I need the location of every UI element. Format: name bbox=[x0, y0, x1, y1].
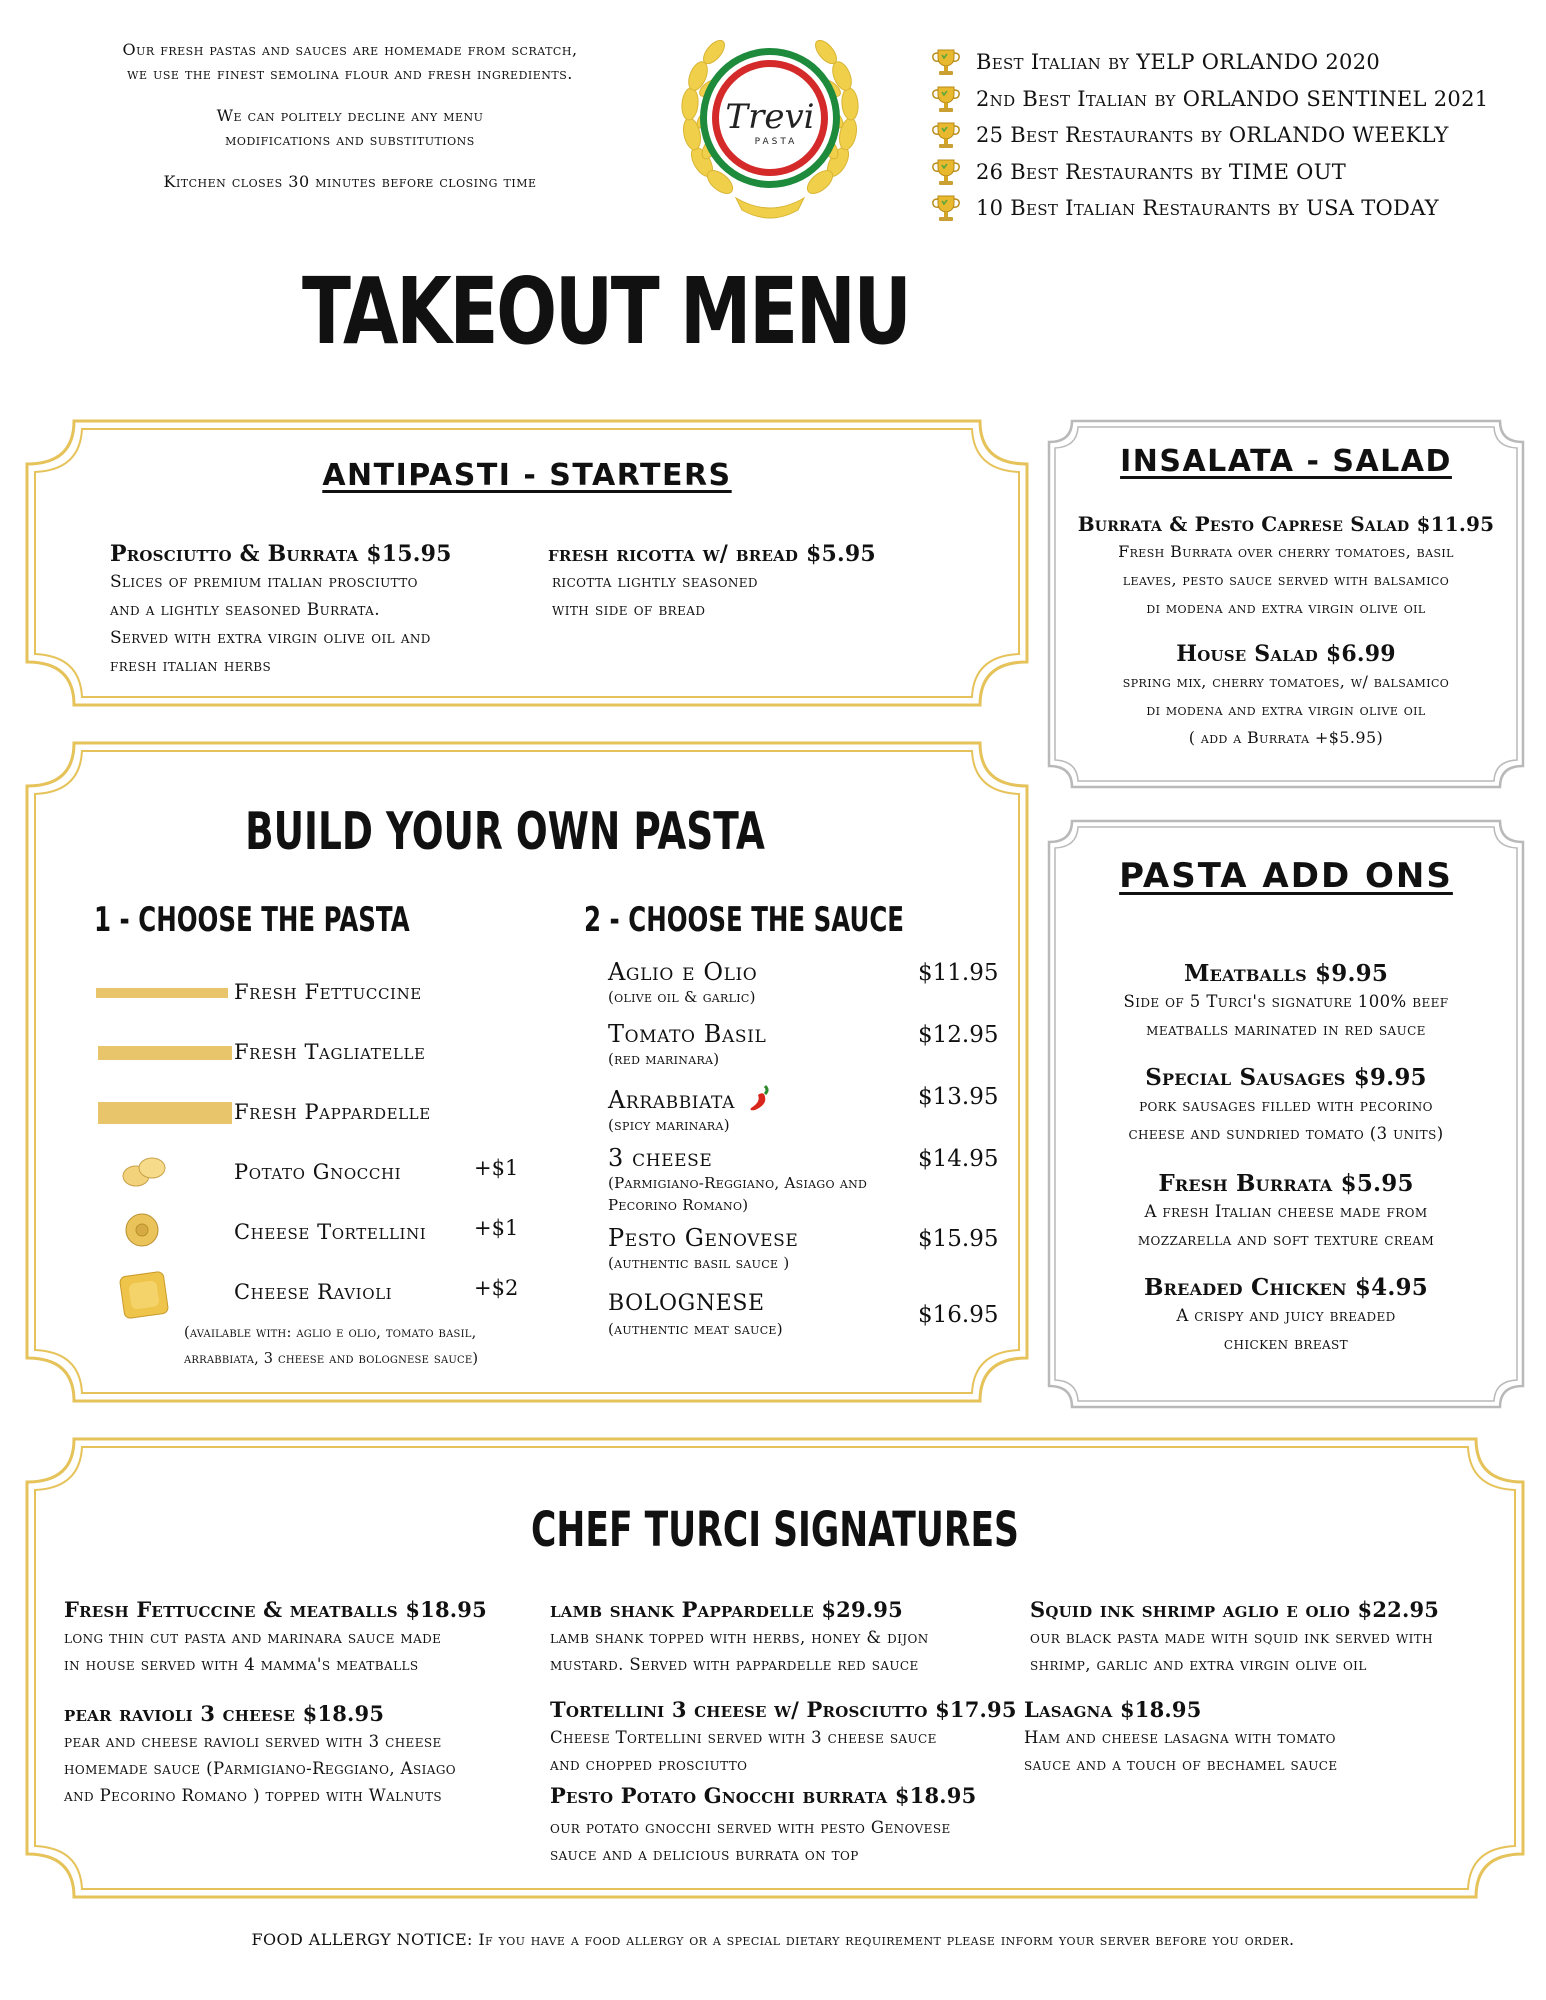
item-desc: mozzarella and soft texture cream bbox=[1137, 1230, 1435, 1249]
trophy-icon bbox=[930, 157, 962, 187]
award-text: Best Italian by YELP ORLANDO 2020 bbox=[976, 50, 1381, 75]
sauce-arrabbiata bbox=[608, 1082, 1008, 1136]
sauce-name: Aglio e Olio bbox=[608, 958, 758, 986]
item-desc: meatballs marinated in red sauce bbox=[1146, 1020, 1426, 1039]
item-name: pear ravioli 3 cheese $18.95 bbox=[64, 1701, 385, 1726]
antipasti-title: ANTIPASTI - STARTERS bbox=[322, 458, 732, 493]
pasta-name: Cheese Tortellini bbox=[234, 1220, 427, 1244]
sauce-price: $14.95 bbox=[918, 1146, 999, 1172]
signature-item bbox=[64, 1596, 534, 1678]
note-line: We can politely decline any menu bbox=[216, 106, 484, 125]
pasta-extra: +$1 bbox=[474, 1156, 519, 1180]
item-desc: Served with extra virgin olive oil and bbox=[110, 628, 431, 648]
item-desc: fresh italian herbs bbox=[110, 656, 272, 676]
gnocchi-icon bbox=[120, 1154, 168, 1190]
item-desc: sauce and a touch of bechamel sauce bbox=[1024, 1755, 1338, 1774]
signature-item bbox=[550, 1696, 1020, 1778]
item-name: lamb shank Pappardelle $29.95 bbox=[550, 1597, 903, 1622]
note-line: Kitchen closes 30 minutes before closing time bbox=[163, 172, 537, 191]
insalata-panel bbox=[1046, 418, 1526, 790]
pasta-name: Fresh Pappardelle bbox=[234, 1100, 431, 1124]
sauce-price: $16.95 bbox=[918, 1302, 999, 1328]
signature-item bbox=[1030, 1596, 1510, 1678]
sauce-aglio-olio bbox=[608, 958, 1008, 1008]
pappardelle-icon bbox=[98, 1102, 232, 1124]
item-desc: spring mix, cherry tomatoes, w/ balsamico bbox=[1122, 672, 1450, 691]
addon-item bbox=[1046, 960, 1526, 1044]
item-desc: ricotta lightly seasoned bbox=[552, 572, 758, 592]
item-desc: our potato gnocchi served with pesto Genovese bbox=[550, 1818, 951, 1837]
item-name: Breaded Chicken $4.95 bbox=[1144, 1274, 1428, 1301]
pasta-option-pappardelle bbox=[24, 1086, 544, 1146]
insalata-item bbox=[1046, 510, 1526, 622]
item-desc: and chopped prosciutto bbox=[550, 1755, 748, 1774]
sauce-name: Tomato Basil bbox=[608, 1020, 767, 1048]
item-desc: sauce and a delicious burrata on top bbox=[550, 1845, 859, 1864]
item-name: Special Sausages $9.95 bbox=[1145, 1064, 1427, 1091]
item-desc: pork sausages filled with pecorino bbox=[1139, 1096, 1433, 1115]
notes-paragraph-3 bbox=[60, 170, 640, 194]
trevi-logo bbox=[676, 22, 864, 224]
award-item bbox=[930, 81, 1530, 118]
sauce-name: BOLOGNESE bbox=[608, 1291, 765, 1316]
notes-paragraph-1 bbox=[60, 38, 640, 86]
sauce-desc: Pecorino Romano) bbox=[608, 1196, 749, 1214]
notes bbox=[60, 38, 640, 212]
award-text: 26 Best Restaurants by TIME OUT bbox=[976, 159, 1347, 184]
item-name: Pesto Potato Gnocchi burrata $18.95 bbox=[550, 1783, 977, 1808]
addons-panel bbox=[1046, 818, 1526, 1410]
insalata-item bbox=[1046, 640, 1526, 752]
item-desc: mustard. Served with pappardelle red sauce bbox=[550, 1655, 919, 1674]
item-desc: Side of 5 Turci's signature 100% beef bbox=[1123, 992, 1449, 1011]
step1-heading: 1 - CHOOSE THE PASTA bbox=[94, 900, 410, 940]
pasta-name: Fresh Tagliatelle bbox=[234, 1040, 426, 1064]
sauce-price: $15.95 bbox=[918, 1226, 999, 1252]
ravioli-icon bbox=[112, 1266, 176, 1322]
item-name: Meatballs $9.95 bbox=[1183, 960, 1389, 987]
note-line: we use the finest semolina flour and fresh ingredients. bbox=[127, 64, 573, 83]
laurel-wreath-icon bbox=[676, 22, 864, 224]
pasta-option-gnocchi bbox=[24, 1146, 544, 1206]
award-item bbox=[930, 154, 1530, 191]
item-name: Burrata & Pesto Caprese Salad $11.95 bbox=[1077, 512, 1495, 536]
award-item bbox=[930, 117, 1530, 154]
ravioli-note bbox=[184, 1320, 584, 1372]
item-desc: our black pasta made with squid ink served with bbox=[1030, 1628, 1434, 1647]
sauce-price: $12.95 bbox=[918, 1022, 999, 1048]
item-desc: chicken breast bbox=[1223, 1334, 1349, 1353]
item-desc: with side of bread bbox=[552, 600, 706, 620]
awards-list bbox=[930, 44, 1530, 227]
tagliatelle-icon bbox=[98, 1046, 232, 1060]
note-line: arrabbiata, 3 cheese and bolognese sauce) bbox=[184, 1351, 479, 1367]
pasta-option-fettuccine bbox=[24, 966, 544, 1026]
item-name: House Salad $6.99 bbox=[1176, 641, 1396, 667]
item-desc: di modena and extra virgin olive oil bbox=[1146, 700, 1426, 719]
item-name: Lasagna $18.95 bbox=[1024, 1697, 1202, 1722]
chili-pepper-icon bbox=[745, 1082, 771, 1112]
fettuccine-icon bbox=[96, 988, 228, 998]
addon-item bbox=[1046, 1274, 1526, 1358]
pasta-name: Potato Gnocchi bbox=[234, 1160, 402, 1184]
signature-item bbox=[550, 1596, 1020, 1678]
trophy-icon bbox=[930, 193, 962, 223]
item-name: fresh ricotta w/ bread $5.95 bbox=[548, 541, 876, 567]
sauce-desc: (spicy marinara) bbox=[608, 1116, 730, 1134]
award-text: 10 Best Italian Restaurants by USA TODAY bbox=[976, 196, 1439, 221]
item-desc: cheese and sundried tomato (3 units) bbox=[1128, 1124, 1444, 1143]
antipasti-item bbox=[548, 540, 968, 624]
note-line: (available with: aglio e olio, tomato basil, bbox=[184, 1325, 477, 1341]
step2-heading: 2 - CHOOSE THE SAUCE bbox=[584, 900, 905, 940]
tortellini-icon bbox=[120, 1210, 166, 1250]
sauce-desc: (authentic basil sauce ) bbox=[608, 1254, 790, 1272]
item-desc: long thin cut pasta and marinara sauce made bbox=[64, 1628, 442, 1647]
trophy-icon bbox=[930, 47, 962, 77]
trophy-icon bbox=[930, 84, 962, 114]
signature-item bbox=[64, 1700, 534, 1809]
item-desc: homemade sauce (Parmigiano-Reggiano, Asiago bbox=[64, 1759, 457, 1778]
item-desc: di modena and extra virgin olive oil bbox=[1146, 598, 1426, 617]
item-desc: and Pecorino Romano ) topped with Walnuts bbox=[64, 1786, 442, 1805]
sauce-desc: (Parmigiano-Reggiano, Asiago and bbox=[608, 1174, 868, 1192]
sauce-desc: (authentic meat sauce) bbox=[608, 1320, 783, 1338]
award-text: 25 Best Restaurants by ORLANDO WEEKLY bbox=[976, 123, 1449, 148]
item-desc: pear and cheese ravioli served with 3 cheese bbox=[64, 1732, 442, 1751]
sauce-name: Pesto Genovese bbox=[608, 1224, 799, 1252]
build-pasta-panel bbox=[24, 740, 1030, 1404]
pasta-name: Cheese Ravioli bbox=[234, 1280, 393, 1304]
sauce-3-cheese bbox=[608, 1144, 1008, 1216]
item-name: Fresh Fettuccine & meatballs $18.95 bbox=[64, 1597, 487, 1622]
item-desc: and a lightly seasoned Burrata. bbox=[110, 600, 381, 620]
pasta-extra: +$2 bbox=[474, 1276, 519, 1300]
award-text: 2nd Best Italian by ORLANDO SENTINEL 2021 bbox=[976, 86, 1489, 111]
item-desc: A fresh Italian cheese made from bbox=[1144, 1202, 1428, 1221]
item-desc: shrimp, garlic and extra virgin olive oil bbox=[1030, 1655, 1367, 1674]
sauce-price: $13.95 bbox=[918, 1084, 999, 1110]
pasta-option-tagliatelle bbox=[24, 1026, 544, 1086]
sauce-price: $11.95 bbox=[918, 960, 999, 986]
award-item bbox=[930, 44, 1530, 81]
signature-item bbox=[550, 1782, 1020, 1868]
sauce-tomato-basil bbox=[608, 1020, 1008, 1070]
insalata-title: INSALATA - SALAD bbox=[1120, 444, 1452, 479]
item-desc: Cheese Tortellini served with 3 cheese sauce bbox=[550, 1728, 937, 1747]
note-line: Our fresh pastas and sauces are homemade from scratch, bbox=[122, 40, 578, 59]
pasta-name: Fresh Fettuccine bbox=[234, 980, 422, 1004]
note-line: modifications and substitutions bbox=[225, 130, 475, 149]
pasta-option-tortellini bbox=[24, 1206, 544, 1266]
build-title: BUILD YOUR OWN PASTA bbox=[245, 802, 765, 862]
pasta-option-ravioli bbox=[24, 1266, 544, 1326]
sauce-desc: (olive oil & garlic) bbox=[608, 988, 756, 1006]
trophy-icon bbox=[930, 120, 962, 150]
item-desc: A crispy and juicy breaded bbox=[1176, 1306, 1396, 1325]
item-desc: ( add a Burrata +$5.95) bbox=[1188, 728, 1384, 747]
addon-item bbox=[1046, 1170, 1526, 1254]
antipasti-panel bbox=[24, 418, 1030, 708]
item-desc: in house served with 4 mamma's meatballs bbox=[64, 1655, 419, 1674]
pasta-extra: +$1 bbox=[474, 1216, 519, 1240]
item-desc: Slices of premium italian prosciutto bbox=[110, 572, 418, 592]
page-title: TAKEOUT MENU bbox=[302, 258, 910, 365]
award-item bbox=[930, 190, 1530, 227]
notes-paragraph-2 bbox=[60, 104, 640, 152]
sauce-name: 3 cheese bbox=[608, 1144, 713, 1172]
sauce-bolognese bbox=[608, 1290, 1008, 1340]
item-name: Squid ink shrimp aglio e olio $22.95 bbox=[1030, 1597, 1440, 1622]
logo-sub: PASTA bbox=[754, 137, 798, 147]
item-name: Prosciutto & Burrata $15.95 bbox=[110, 541, 452, 567]
allergy-notice: FOOD ALLERGY NOTICE: If you have a food allergy or a special dietary requirement please inform your server before you order. bbox=[251, 1930, 1295, 1949]
item-name: Fresh Burrata $5.95 bbox=[1158, 1170, 1414, 1197]
item-desc: leaves, pesto sauce served with balsamico bbox=[1122, 570, 1450, 589]
addons-title: PASTA ADD ONS bbox=[1119, 856, 1453, 896]
logo-script: Trevi bbox=[725, 97, 815, 137]
addon-item bbox=[1046, 1064, 1526, 1148]
item-desc: Fresh Burrata over cherry tomatoes, basil bbox=[1118, 542, 1454, 561]
sauce-pesto bbox=[608, 1224, 1008, 1274]
signatures-title: CHEF TURCI SIGNATURES bbox=[531, 1502, 1019, 1558]
signatures-panel bbox=[24, 1436, 1526, 1900]
item-name: Tortellini 3 cheese w/ Prosciutto $17.95 bbox=[550, 1697, 1017, 1722]
antipasti-item bbox=[110, 540, 530, 680]
item-desc: Ham and cheese lasagna with tomato bbox=[1024, 1728, 1336, 1747]
item-desc: lamb shank topped with herbs, honey & dijon bbox=[550, 1628, 929, 1647]
signature-item bbox=[1024, 1696, 1494, 1778]
sauce-name-text: Arrabbiata bbox=[608, 1086, 735, 1114]
sauce-desc: (red marinara) bbox=[608, 1050, 720, 1068]
